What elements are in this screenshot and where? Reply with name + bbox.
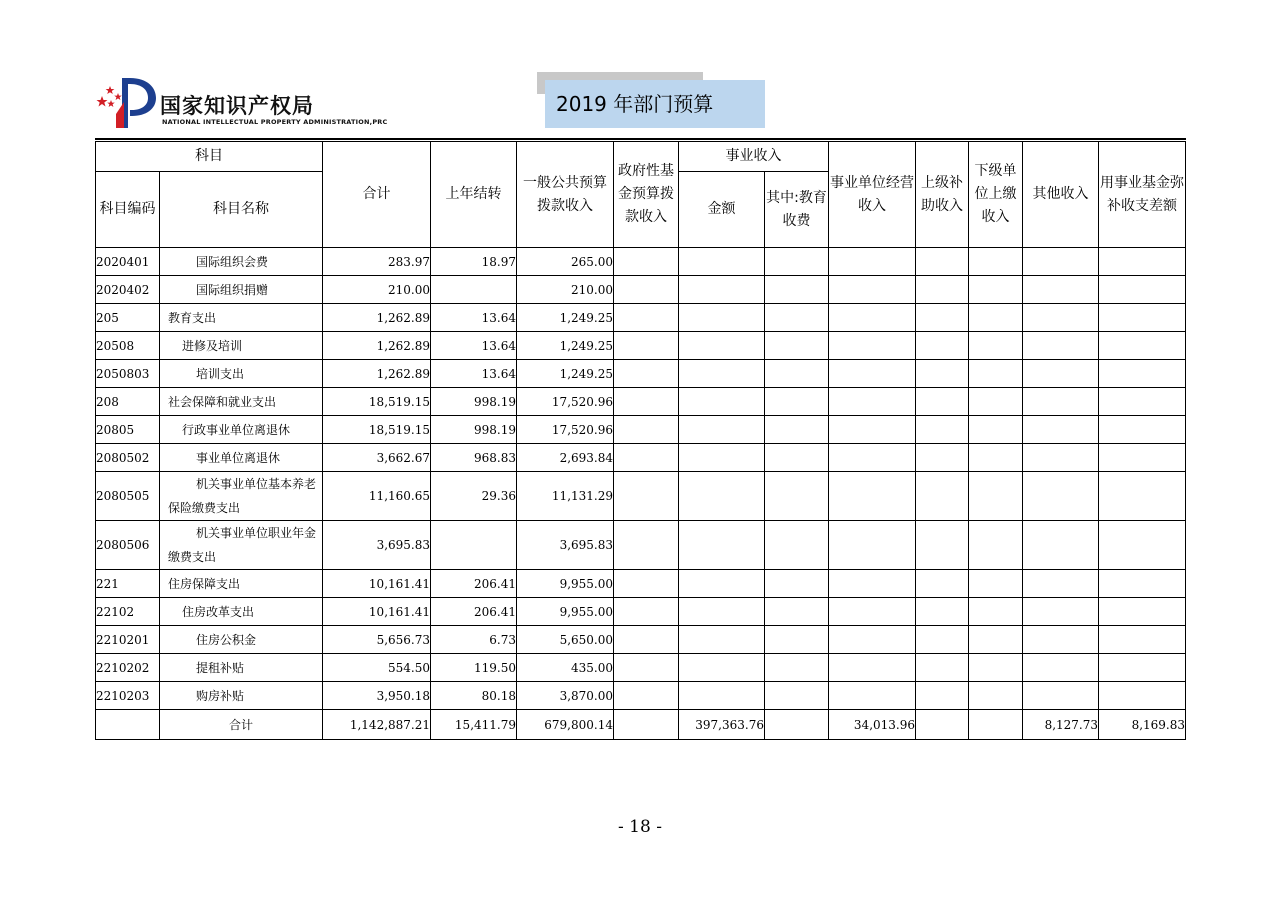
general-budget-value: 3,695.83 — [517, 521, 614, 570]
total-value: 210.00 — [323, 276, 431, 304]
totals-other-income: 8,127.73 — [1023, 710, 1099, 740]
carryover-value: 206.41 — [431, 570, 517, 598]
carryover-value: 13.64 — [431, 360, 517, 388]
table-row — [96, 248, 1186, 276]
totals-business-amount: 397,363.76 — [679, 710, 765, 740]
subject-code: 221 — [96, 570, 160, 598]
total-value: 11,160.65 — [323, 472, 431, 521]
totals-carryover: 15,411.79 — [431, 710, 517, 740]
subject-name: 培训支出 — [160, 360, 323, 388]
general-budget-value: 17,520.96 — [517, 416, 614, 444]
table-row — [96, 570, 1186, 598]
total-value: 3,950.18 — [323, 682, 431, 710]
subject-name: 社会保障和就业支出 — [160, 388, 323, 416]
total-value: 3,695.83 — [323, 521, 431, 570]
subject-code: 2210201 — [96, 626, 160, 654]
general-budget-value: 9,955.00 — [517, 598, 614, 626]
general-budget-value: 2,693.84 — [517, 444, 614, 472]
subject-name: 提租补贴 — [160, 654, 323, 682]
subject-name: 住房改革支出 — [160, 598, 323, 626]
total-value: 10,161.41 — [323, 570, 431, 598]
table-row — [96, 276, 1186, 304]
totals-operating-income: 34,013.96 — [829, 710, 916, 740]
subject-code: 2210202 — [96, 654, 160, 682]
table-row — [96, 304, 1186, 332]
subject-code: 2080505 — [96, 472, 160, 521]
table-row — [96, 332, 1186, 360]
carryover-value — [431, 276, 517, 304]
table-row — [96, 416, 1186, 444]
carryover-value: 13.64 — [431, 304, 517, 332]
col-header-fund-balance: 用事业基金弥补收支差额 — [1099, 142, 1186, 248]
col-header-business-income: 事业收入 — [679, 142, 829, 172]
carryover-value: 80.18 — [431, 682, 517, 710]
total-value: 10,161.41 — [323, 598, 431, 626]
subject-code: 2050803 — [96, 360, 160, 388]
subject-code: 2210203 — [96, 682, 160, 710]
carryover-value — [431, 521, 517, 570]
table-row — [96, 444, 1186, 472]
carryover-value: 18.97 — [431, 248, 517, 276]
subject-name: 事业单位离退休 — [160, 444, 323, 472]
totals-row — [96, 710, 1186, 740]
table-row — [96, 654, 1186, 682]
carryover-value: 6.73 — [431, 626, 517, 654]
header-row-1 — [96, 142, 1186, 172]
totals-code-cell — [96, 710, 160, 740]
agency-name-cn: 国家知识产权局 — [160, 93, 314, 118]
col-header-subordinate-payment: 下级单位上缴收入 — [969, 142, 1023, 248]
carryover-value: 968.83 — [431, 444, 517, 472]
subject-name: 进修及培训 — [160, 332, 323, 360]
table-row — [96, 388, 1186, 416]
agency-name-en: NATIONAL INTELLECTUAL PROPERTY ADMINISTRATION,PRC — [162, 118, 388, 126]
col-header-name: 科目名称 — [160, 172, 323, 248]
page-title: 2019 年部门预算 — [556, 92, 714, 116]
subject-code: 2080502 — [96, 444, 160, 472]
col-header-total: 合计 — [323, 142, 431, 248]
carryover-value: 206.41 — [431, 598, 517, 626]
page-number: - 18 - — [618, 817, 662, 837]
general-budget-value: 435.00 — [517, 654, 614, 682]
col-header-general-budget: 一般公共预算拨款收入 — [517, 142, 614, 248]
subject-name: 机关事业单位职业年金缴费支出 — [160, 521, 323, 570]
totals-superior-subsidy — [916, 710, 969, 740]
total-value: 18,519.15 — [323, 416, 431, 444]
subject-code: 22102 — [96, 598, 160, 626]
general-budget-value: 1,249.25 — [517, 332, 614, 360]
col-header-operating-income: 事业单位经营收入 — [829, 142, 916, 248]
subject-code: 208 — [96, 388, 160, 416]
budget-table-body — [96, 248, 1186, 740]
table-row — [96, 626, 1186, 654]
general-budget-value: 3,870.00 — [517, 682, 614, 710]
col-header-code: 科目编码 — [96, 172, 160, 248]
col-header-other-income: 其他收入 — [1023, 142, 1099, 248]
header-rule — [95, 138, 1186, 140]
carryover-value: 998.19 — [431, 416, 517, 444]
col-header-subject: 科目 — [96, 142, 323, 172]
subject-name: 机关事业单位基本养老保险缴费支出 — [160, 472, 323, 521]
subject-code: 2020401 — [96, 248, 160, 276]
total-value: 18,519.15 — [323, 388, 431, 416]
table-row — [96, 521, 1186, 570]
table-row — [96, 472, 1186, 521]
general-budget-value: 1,249.25 — [517, 360, 614, 388]
totals-total: 1,142,887.21 — [323, 710, 431, 740]
totals-gov-fund — [614, 710, 679, 740]
col-header-carryover: 上年结转 — [431, 142, 517, 248]
totals-education-fee — [765, 710, 829, 740]
subject-code: 20508 — [96, 332, 160, 360]
general-budget-value: 9,955.00 — [517, 570, 614, 598]
carryover-value: 119.50 — [431, 654, 517, 682]
general-budget-value: 265.00 — [517, 248, 614, 276]
agency-emblem-icon — [92, 72, 162, 130]
subject-name: 行政事业单位离退休 — [160, 416, 323, 444]
total-value: 5,656.73 — [323, 626, 431, 654]
carryover-value: 29.36 — [431, 472, 517, 521]
totals-general-budget: 679,800.14 — [517, 710, 614, 740]
subject-name: 住房公积金 — [160, 626, 323, 654]
general-budget-value: 210.00 — [517, 276, 614, 304]
subject-name: 住房保障支出 — [160, 570, 323, 598]
general-budget-value: 5,650.00 — [517, 626, 614, 654]
total-value: 1,262.89 — [323, 360, 431, 388]
subject-name: 国际组织捐赠 — [160, 276, 323, 304]
subject-name: 教育支出 — [160, 304, 323, 332]
table-row — [96, 682, 1186, 710]
totals-subordinate-payment — [969, 710, 1023, 740]
general-budget-value: 1,249.25 — [517, 304, 614, 332]
carryover-value: 13.64 — [431, 332, 517, 360]
budget-table — [95, 141, 1186, 740]
carryover-value: 998.19 — [431, 388, 517, 416]
table-row — [96, 598, 1186, 626]
subject-code: 2080506 — [96, 521, 160, 570]
total-value: 554.50 — [323, 654, 431, 682]
total-value: 283.97 — [323, 248, 431, 276]
agency-logo — [92, 72, 412, 132]
col-header-education-fee: 其中:教育收费 — [765, 172, 829, 248]
general-budget-value: 11,131.29 — [517, 472, 614, 521]
subject-name: 国际组织会费 — [160, 248, 323, 276]
total-value: 1,262.89 — [323, 332, 431, 360]
subject-code: 205 — [96, 304, 160, 332]
table-row — [96, 360, 1186, 388]
total-value: 3,662.67 — [323, 444, 431, 472]
col-header-superior-subsidy: 上级补助收入 — [916, 142, 969, 248]
general-budget-value: 17,520.96 — [517, 388, 614, 416]
totals-label: 合计 — [160, 710, 323, 740]
col-header-amount: 金额 — [679, 172, 765, 248]
total-value: 1,262.89 — [323, 304, 431, 332]
totals-fund-balance: 8,169.83 — [1099, 710, 1186, 740]
subject-code: 20805 — [96, 416, 160, 444]
subject-code: 2020402 — [96, 276, 160, 304]
col-header-gov-fund: 政府性基金预算拨款收入 — [614, 142, 679, 248]
subject-name: 购房补贴 — [160, 682, 323, 710]
